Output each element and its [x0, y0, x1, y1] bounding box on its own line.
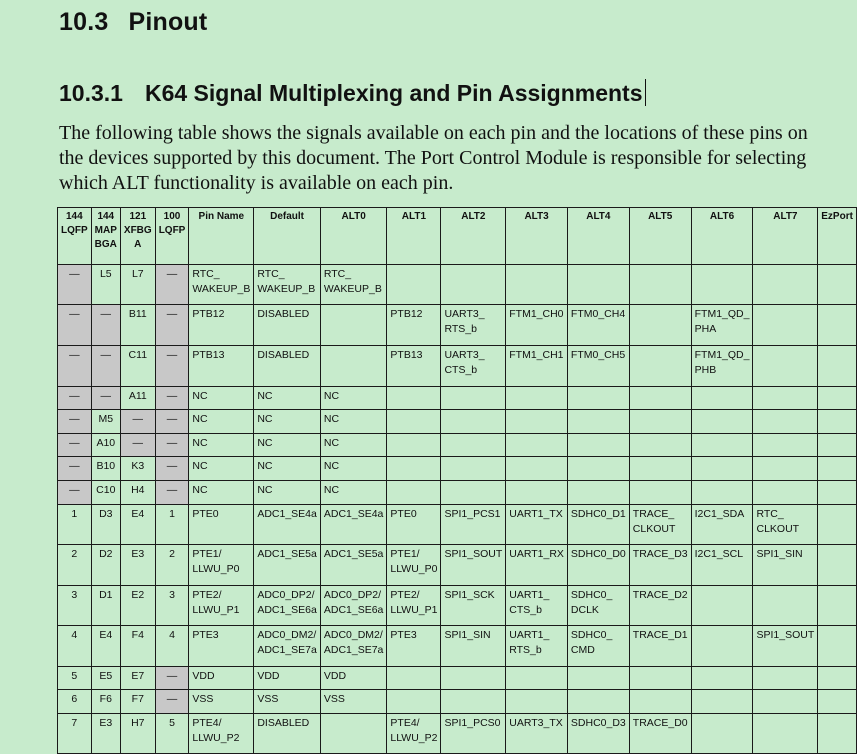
- column-header: [91, 208, 120, 265]
- table-cell: [387, 265, 441, 305]
- column-header-line: A: [134, 239, 142, 250]
- table-cell: 7: [58, 714, 92, 754]
- table-cell: FTM1_QD_ PHA: [691, 305, 753, 346]
- table-cell: [691, 387, 753, 410]
- table-cell: DISABLED: [254, 714, 321, 754]
- section-heading: [59, 8, 207, 37]
- table-cell: —: [155, 434, 189, 457]
- table-cell: [629, 305, 691, 346]
- table-cell: E4: [91, 626, 120, 667]
- table-cell: [753, 265, 818, 305]
- table-cell: PTE1/ LLWU_P0: [387, 545, 441, 586]
- table-cell: [629, 346, 691, 387]
- table-cell: [506, 667, 568, 690]
- table-cell: FTM1_CH1: [506, 346, 568, 387]
- table-cell: E4: [120, 505, 155, 545]
- table-cell: 5: [58, 667, 92, 690]
- pin-assignment-table: [57, 207, 857, 754]
- table-cell: [506, 265, 568, 305]
- table-cell: SPI1_SOUT: [753, 626, 818, 667]
- table-cell: —: [58, 305, 92, 346]
- table-cell: [818, 667, 857, 690]
- table-cell: NC: [320, 387, 387, 410]
- table-cell: VSS: [254, 690, 321, 714]
- table-cell: [441, 265, 506, 305]
- table-cell: I2C1_SCL: [691, 545, 753, 586]
- table-row: [58, 481, 857, 505]
- table-row: [58, 387, 857, 410]
- table-cell: ADC1_SE5a: [254, 545, 321, 586]
- table-cell: DISABLED: [254, 346, 321, 387]
- table-cell: [387, 667, 441, 690]
- table-cell: [506, 481, 568, 505]
- table-cell: [629, 265, 691, 305]
- table-cell: [818, 626, 857, 667]
- column-header-line: 121: [129, 211, 147, 222]
- table-cell: [441, 690, 506, 714]
- table-cell: DISABLED: [254, 305, 321, 346]
- table-cell: TRACE_D1: [629, 626, 691, 667]
- table-cell: VDD: [320, 667, 387, 690]
- table-cell: TRACE_ CLKOUT: [629, 505, 691, 545]
- table-cell: H7: [120, 714, 155, 754]
- table-cell: —: [58, 434, 92, 457]
- table-cell: NC: [254, 410, 321, 434]
- table-cell: —: [58, 265, 92, 305]
- table-row: [58, 714, 857, 754]
- table-row: [58, 545, 857, 586]
- table-cell: E5: [91, 667, 120, 690]
- column-header: [818, 208, 857, 265]
- table-cell: 6: [58, 690, 92, 714]
- table-cell: [818, 305, 857, 346]
- table-cell: [818, 545, 857, 586]
- table-cell: [567, 690, 629, 714]
- table-cell: [691, 265, 753, 305]
- table-row: [58, 434, 857, 457]
- table-cell: [818, 714, 857, 754]
- table-cell: PTE2/ LLWU_P1: [189, 586, 254, 626]
- table-cell: [753, 457, 818, 481]
- table-row: [58, 586, 857, 626]
- column-header: [629, 208, 691, 265]
- column-header-line: Pin Name: [198, 211, 245, 222]
- table-cell: FTM0_CH4: [567, 305, 629, 346]
- table-cell: SPI1_SCK: [441, 586, 506, 626]
- table-cell: F6: [91, 690, 120, 714]
- table-cell: C10: [91, 481, 120, 505]
- table-row: [58, 690, 857, 714]
- table-cell: [753, 667, 818, 690]
- table-row: [58, 265, 857, 305]
- table-cell: [753, 346, 818, 387]
- table-cell: —: [91, 305, 120, 346]
- table-cell: NC: [254, 387, 321, 410]
- table-cell: I2C1_SDA: [691, 505, 753, 545]
- column-header-line: LQFP: [61, 225, 88, 236]
- subsection-heading: [59, 79, 646, 107]
- table-cell: —: [155, 265, 189, 305]
- column-header-line: ALT1: [401, 211, 427, 222]
- table-cell: —: [155, 690, 189, 714]
- table-cell: NC: [189, 410, 254, 434]
- table-cell: NC: [320, 434, 387, 457]
- text-cursor: [645, 79, 647, 106]
- table-cell: TRACE_D3: [629, 545, 691, 586]
- table-cell: [818, 457, 857, 481]
- table-cell: NC: [320, 410, 387, 434]
- table-cell: [506, 434, 568, 457]
- table-cell: 2: [155, 545, 189, 586]
- table-cell: RTC_ CLKOUT: [753, 505, 818, 545]
- table-cell: [818, 265, 857, 305]
- table-cell: UART1_TX: [506, 505, 568, 545]
- column-header-line: 100: [163, 211, 181, 222]
- table-cell: [629, 457, 691, 481]
- table-cell: UART3_ RTS_b: [441, 305, 506, 346]
- table-cell: [387, 481, 441, 505]
- table-cell: [818, 346, 857, 387]
- column-header: [58, 208, 92, 265]
- column-header-line: ALT0: [341, 211, 366, 222]
- table-cell: [567, 387, 629, 410]
- table-cell: B11: [120, 305, 155, 346]
- table-cell: RTC_ WAKEUP_B: [189, 265, 254, 305]
- column-header-line: BGA: [94, 239, 117, 250]
- table-cell: PTE2/ LLWU_P1: [387, 586, 441, 626]
- table-cell: [629, 667, 691, 690]
- table-cell: [691, 667, 753, 690]
- table-cell: [629, 387, 691, 410]
- table-cell: TRACE_D0: [629, 714, 691, 754]
- table-cell: [387, 387, 441, 410]
- table-cell: [506, 457, 568, 481]
- table-cell: PTE0: [189, 505, 254, 545]
- table-cell: PTB12: [189, 305, 254, 346]
- table-cell: NC: [254, 481, 321, 505]
- table-cell: VDD: [254, 667, 321, 690]
- table-cell: [691, 481, 753, 505]
- column-header: [155, 208, 189, 265]
- table-cell: [818, 387, 857, 410]
- table-cell: H4: [120, 481, 155, 505]
- table-cell: PTE0: [387, 505, 441, 545]
- table-cell: SDHC0_D0: [567, 545, 629, 586]
- table-cell: [387, 457, 441, 481]
- intro-paragraph: The following table shows the signals available on each pin and the locations of these pins on the devices supported by this document. The Port Control Module is responsible for selecting which ALT functionality is available on each pin.: [59, 122, 808, 194]
- table-cell: NC: [189, 434, 254, 457]
- table-cell: SPI1_PCS0: [441, 714, 506, 754]
- table-cell: [567, 667, 629, 690]
- column-header: [189, 208, 254, 265]
- table-cell: [753, 434, 818, 457]
- table-cell: [567, 457, 629, 481]
- table-cell: [387, 690, 441, 714]
- table-row: [58, 346, 857, 387]
- table-cell: [818, 586, 857, 626]
- table-cell: [567, 265, 629, 305]
- column-header-line: ALT7: [773, 211, 798, 222]
- table-row: [58, 626, 857, 667]
- table-cell: 2: [58, 545, 92, 586]
- table-cell: [567, 481, 629, 505]
- table-cell: UART3_ CTS_b: [441, 346, 506, 387]
- table-cell: UART1_ RTS_b: [506, 626, 568, 667]
- table-cell: 1: [155, 505, 189, 545]
- table-cell: —: [155, 667, 189, 690]
- column-header-line: ALT5: [648, 211, 673, 222]
- table-cell: —: [155, 305, 189, 346]
- table-cell: [567, 434, 629, 457]
- table-cell: D3: [91, 505, 120, 545]
- table-cell: UART1_RX: [506, 545, 568, 586]
- table-cell: FTM1_CH0: [506, 305, 568, 346]
- table-cell: D1: [91, 586, 120, 626]
- table-cell: K3: [120, 457, 155, 481]
- table-cell: [441, 457, 506, 481]
- table-cell: —: [155, 387, 189, 410]
- table-cell: PTE4/ LLWU_P2: [387, 714, 441, 754]
- table-cell: [320, 346, 387, 387]
- subsection-title: K64 Signal Multiplexing and Pin Assignments: [144, 80, 643, 106]
- table-cell: VSS: [189, 690, 254, 714]
- column-header: [120, 208, 155, 265]
- column-header: [320, 208, 387, 265]
- table-cell: [441, 667, 506, 690]
- column-header: [567, 208, 629, 265]
- table-cell: —: [58, 481, 92, 505]
- table-cell: SPI1_SOUT: [441, 545, 506, 586]
- table-cell: C11: [120, 346, 155, 387]
- column-header-line: EzPort: [821, 211, 853, 222]
- table-cell: NC: [189, 481, 254, 505]
- table-cell: ADC0_DP2/ ADC1_SE6a: [254, 586, 321, 626]
- table-cell: B10: [91, 457, 120, 481]
- table-cell: [629, 410, 691, 434]
- table-cell: 1: [58, 505, 92, 545]
- table-cell: L5: [91, 265, 120, 305]
- table-cell: FTM0_CH5: [567, 346, 629, 387]
- table-cell: UART1_ CTS_b: [506, 586, 568, 626]
- table-cell: SDHC0_D3: [567, 714, 629, 754]
- table-header-row: [58, 208, 857, 265]
- table-cell: [629, 481, 691, 505]
- column-header-line: Default: [270, 211, 305, 222]
- table-cell: TRACE_D2: [629, 586, 691, 626]
- table-cell: [753, 410, 818, 434]
- table-cell: [691, 626, 753, 667]
- table-cell: PTB13: [189, 346, 254, 387]
- table-cell: [441, 410, 506, 434]
- table-cell: 3: [155, 586, 189, 626]
- column-header-line: XFBG: [123, 225, 152, 236]
- table-cell: RTC_ WAKEUP_B: [254, 265, 321, 305]
- table-cell: [506, 690, 568, 714]
- table-cell: PTE1/ LLWU_P0: [189, 545, 254, 586]
- column-header-line: 144: [65, 211, 83, 222]
- column-header: [387, 208, 441, 265]
- subsection-number: 10.3.1: [59, 80, 123, 106]
- table-cell: ADC1_SE4a: [320, 505, 387, 545]
- table-cell: L7: [120, 265, 155, 305]
- table-cell: VDD: [189, 667, 254, 690]
- table-cell: PTE3: [387, 626, 441, 667]
- table-cell: —: [58, 457, 92, 481]
- table-cell: E3: [120, 545, 155, 586]
- table-cell: [441, 434, 506, 457]
- table-cell: SDHC0_ DCLK: [567, 586, 629, 626]
- table-cell: [753, 714, 818, 754]
- table-cell: E7: [120, 667, 155, 690]
- table-cell: [506, 387, 568, 410]
- column-header-line: 144: [97, 211, 115, 222]
- table-cell: [818, 434, 857, 457]
- table-cell: NC: [189, 387, 254, 410]
- table-cell: [320, 305, 387, 346]
- table-cell: VSS: [320, 690, 387, 714]
- table-cell: PTE3: [189, 626, 254, 667]
- table-cell: 4: [58, 626, 92, 667]
- table-cell: NC: [254, 434, 321, 457]
- section-number: 10.3: [59, 8, 109, 36]
- table-cell: FTM1_QD_ PHB: [691, 346, 753, 387]
- table-cell: SDHC0_ CMD: [567, 626, 629, 667]
- table-cell: —: [58, 387, 92, 410]
- table-cell: [691, 410, 753, 434]
- column-header: [691, 208, 753, 265]
- table-cell: SDHC0_D1: [567, 505, 629, 545]
- table-cell: [753, 586, 818, 626]
- table-body: [58, 265, 857, 754]
- table-cell: [506, 410, 568, 434]
- table-cell: [691, 457, 753, 481]
- table-row: [58, 505, 857, 545]
- table-cell: ADC0_DM2/ ADC1_SE7a: [320, 626, 387, 667]
- table-cell: [818, 690, 857, 714]
- table-cell: —: [120, 410, 155, 434]
- column-header: [506, 208, 568, 265]
- table-cell: [691, 690, 753, 714]
- table-cell: [629, 434, 691, 457]
- table-cell: SPI1_SIN: [441, 626, 506, 667]
- table-cell: [691, 714, 753, 754]
- column-header: [753, 208, 818, 265]
- table-cell: —: [155, 410, 189, 434]
- table-cell: ADC1_SE5a: [320, 545, 387, 586]
- column-header-line: ALT4: [586, 211, 611, 222]
- table-cell: [753, 690, 818, 714]
- table-cell: [818, 481, 857, 505]
- column-header: [441, 208, 506, 265]
- table-cell: —: [155, 346, 189, 387]
- table-cell: [753, 305, 818, 346]
- table-cell: —: [58, 346, 92, 387]
- table-cell: —: [91, 346, 120, 387]
- table-cell: ADC1_SE4a: [254, 505, 321, 545]
- table-cell: [441, 387, 506, 410]
- table-cell: PTB12: [387, 305, 441, 346]
- table-cell: [753, 481, 818, 505]
- table-cell: RTC_ WAKEUP_B: [320, 265, 387, 305]
- table-cell: [441, 481, 506, 505]
- table-cell: [567, 410, 629, 434]
- column-header-line: ALT3: [524, 211, 549, 222]
- table-cell: —: [155, 457, 189, 481]
- table-cell: [818, 505, 857, 545]
- table-cell: F4: [120, 626, 155, 667]
- column-header-line: ALT2: [461, 211, 486, 222]
- table-cell: —: [155, 481, 189, 505]
- table-cell: —: [120, 434, 155, 457]
- table-cell: NC: [320, 481, 387, 505]
- table-cell: [387, 434, 441, 457]
- table-row: [58, 667, 857, 690]
- table-cell: NC: [189, 457, 254, 481]
- table-cell: F7: [120, 690, 155, 714]
- table-cell: 4: [155, 626, 189, 667]
- table-cell: [818, 410, 857, 434]
- table-cell: [629, 690, 691, 714]
- column-header-line: ALT6: [709, 211, 735, 222]
- column-header-line: MAP: [94, 225, 117, 236]
- table-cell: NC: [254, 457, 321, 481]
- table-cell: [320, 714, 387, 754]
- table-cell: [753, 387, 818, 410]
- table-cell: D2: [91, 545, 120, 586]
- table-cell: [691, 434, 753, 457]
- table-cell: E3: [91, 714, 120, 754]
- table-cell: A11: [120, 387, 155, 410]
- table-cell: 5: [155, 714, 189, 754]
- table-cell: NC: [320, 457, 387, 481]
- section-title: Pinout: [128, 8, 208, 36]
- table-cell: 3: [58, 586, 92, 626]
- table-cell: A10: [91, 434, 120, 457]
- table-cell: UART3_TX: [506, 714, 568, 754]
- table-cell: [387, 410, 441, 434]
- table-cell: PTB13: [387, 346, 441, 387]
- column-header: [254, 208, 321, 265]
- table-row: [58, 410, 857, 434]
- table-cell: SPI1_PCS1: [441, 505, 506, 545]
- table-cell: SPI1_SIN: [753, 545, 818, 586]
- table-row: [58, 305, 857, 346]
- table-cell: —: [91, 387, 120, 410]
- column-header-line: LQFP: [158, 225, 186, 236]
- table-cell: E2: [120, 586, 155, 626]
- table-cell: —: [58, 410, 92, 434]
- table-cell: ADC0_DP2/ ADC1_SE6a: [320, 586, 387, 626]
- table-cell: PTE4/ LLWU_P2: [189, 714, 254, 754]
- table-cell: [691, 586, 753, 626]
- table-cell: M5: [91, 410, 120, 434]
- table-cell: ADC0_DM2/ ADC1_SE7a: [254, 626, 321, 667]
- table-row: [58, 457, 857, 481]
